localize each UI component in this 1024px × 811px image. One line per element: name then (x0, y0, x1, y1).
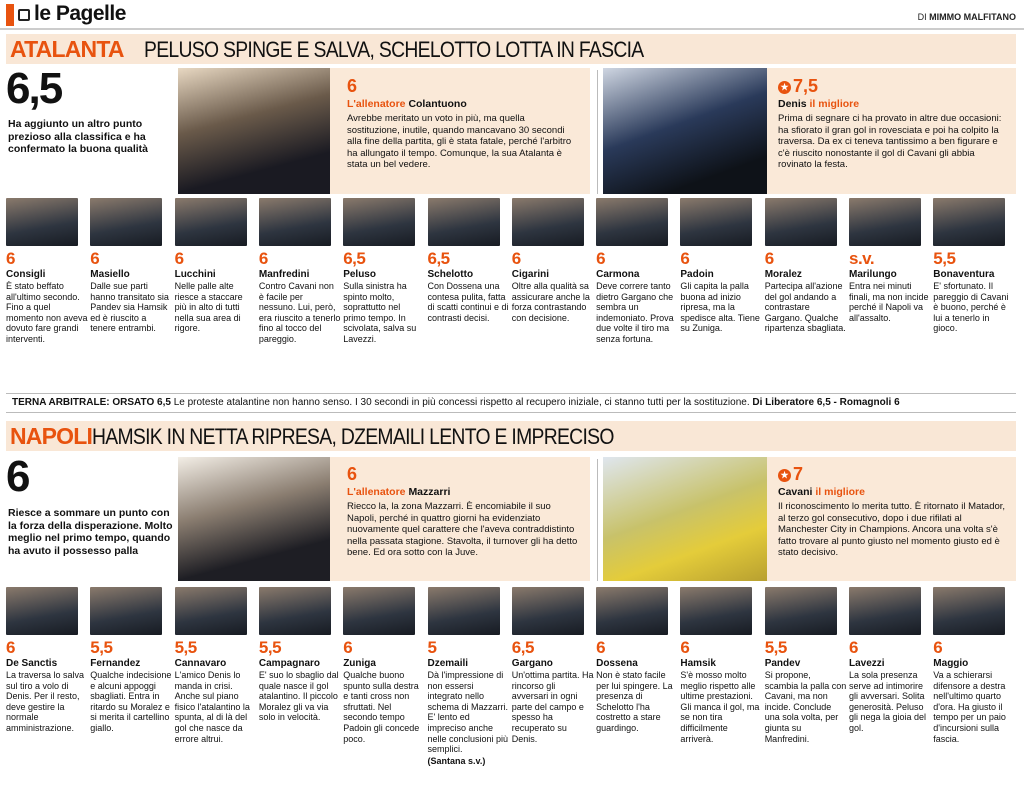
player-photo (175, 198, 247, 246)
coach-photo (178, 457, 330, 581)
player-comment: Con Dossena una contesa pulita, fatta di scatti continui e di contrasti decisi. (427, 281, 509, 323)
player-comment: Gli capita la palla buona ad inizio ripresa, ma la spedisce alta. Tiene su Zuniga. (680, 281, 760, 334)
player-photo (343, 198, 415, 246)
player-vote: 6 (596, 249, 606, 268)
player-vote: 5 (427, 638, 437, 657)
player-photo (933, 198, 1005, 246)
best-player-text: Il riconoscimento lo merita tutto. È ritornato il Matador, al terzo gol consecutivo, dopo i due rifilati al Manchester City in Champions. Ancora una volta s'è fatto trovare al punto giusto nel momento giusto ed è stato decisivo. (778, 501, 1006, 558)
player-card (765, 587, 847, 744)
player-comment: Non è stato facile per lui spingere. La presenza di Schelotto l'ha costretto a stare guardingo. (596, 670, 673, 733)
player-name: Carmona (596, 269, 640, 280)
player-card (680, 587, 762, 744)
player-card (512, 587, 594, 744)
player-name: Masiello (90, 269, 130, 280)
player-photo (680, 587, 752, 635)
player-card (259, 587, 341, 723)
player-photo (765, 198, 837, 246)
player-photo (933, 587, 1005, 635)
player-comment: E' suo lo sbaglio dal quale nasce il gol atalantino. Il piccolo Moralez gli va via solo in velocità. (258, 670, 339, 723)
player-comment: Entra nei minuti finali, ma non incide perché il Napoli va all'assalto. (849, 281, 929, 323)
team-name: ATALANTA (10, 36, 124, 62)
player-comment: Qualche buono spunto sulla destra e tanti cross non sfruttati. Nel secondo tempo Padoin gli concede poco. (343, 670, 420, 744)
player-photo (849, 587, 921, 635)
player-photo (6, 198, 78, 246)
player-name: Cannavaro (174, 658, 227, 669)
player-name: Marilungo (849, 269, 897, 280)
player-photo (680, 198, 752, 246)
star-icon: ★ (778, 81, 791, 94)
player-card (765, 198, 847, 334)
player-vote: 5,5 (258, 638, 282, 657)
player-comment: Dà l'impressione di non essersi integrato nello schema di Mazzarri. E' lento ed impreciso anche nelle conclusioni più semplici. (427, 670, 509, 755)
player-vote: 6,5 (511, 638, 534, 657)
player-card (6, 587, 88, 734)
team-summary: Riesce a sommare un punto con la forza della disperazione. Molto meglio nel primo tempo, quando ha avuto il possesso palla (8, 507, 173, 557)
section-title: le Pagelle (34, 2, 126, 25)
player-name: Lavezzi (849, 658, 885, 669)
player-vote: 5,5 (174, 638, 197, 657)
team-vote: 6,5 (6, 64, 62, 113)
player-name: Maggio (933, 658, 969, 669)
player-comment: Qualche indecisione e alcuni appoggi sbagliati. Entra in ritardo su Moralez e si merita il cartellino giallo. (90, 670, 172, 733)
player-card (175, 198, 257, 334)
header-accent-bar (6, 4, 14, 26)
player-card (512, 198, 594, 323)
player-comment: Contro Cavani non è facile per nessuno. Lui, però, era riuscito a tenerlo fino al tocco del pareggio. (258, 281, 341, 344)
player-photo (259, 198, 331, 246)
player-sub: (Santana s.v.) (427, 755, 486, 766)
player-name: Moralez (764, 269, 802, 280)
player-comment: S'è mosso molto meglio rispetto alle ultime prestazioni. Gli manca il gol, ma se non tira difficilmente arriverà. (680, 670, 760, 744)
player-comment: Partecipa all'azione del gol andando a contrastare Gargano. Qualche ripartenza sbagliata. (764, 281, 846, 334)
player-card (596, 587, 678, 734)
player-name: Cigarini (511, 269, 550, 280)
player-name: Hamsik (680, 658, 716, 669)
best-player-vote: ★ 7,5 (778, 76, 818, 97)
player-photo (90, 587, 162, 635)
player-name: Dossena (596, 658, 638, 669)
pagelle-icon (18, 9, 30, 21)
player-photo (6, 587, 78, 635)
coach-text: Riecco la, la zona Mazzarri. È encomiabile il suo Napoli, perché in quattro giorni ha evidenziato nuovamente quel carattere che l'aveva contraddistinto nella passata stagione. Stavolta, il turnover gli ha detto bene. Ed ora sotto con la Juve. (347, 501, 578, 558)
player-name: Zuniga (343, 658, 376, 669)
player-vote: 6 (343, 638, 353, 657)
player-vote: 6 (680, 249, 690, 268)
team-headline: PELUSO SPINGE E SALVA, SCHELOTTO LOTTA IN FASCIA (144, 37, 644, 62)
player-vote: 6 (258, 249, 268, 268)
player-comment: Si propone, scambia la palla con Cavani, ma non incide. Conclude una sola volta, per giunta su Manfredini. (764, 670, 847, 744)
player-photo (175, 587, 247, 635)
byline: DI MIMMO MALFITANO (917, 12, 1016, 22)
player-comment: La sola presenza serve ad intimorire gli avversari. Solita generosità. Peluso gli nega la gioia del gol. (849, 670, 927, 733)
coach-photo (178, 68, 330, 194)
player-vote: 6 (764, 249, 774, 268)
player-card (680, 198, 762, 334)
player-comment: Va a schierarsi difensore a destra nell'ultimo quarto d'ora. Ha giusto il tempo per un paio d'incursioni sulla fascia. (933, 670, 1006, 744)
player-photo (765, 587, 837, 635)
player-vote: 6,5 (343, 249, 366, 268)
player-vote: 6 (6, 638, 15, 657)
player-name: Dzemaili (427, 658, 469, 669)
player-card (259, 198, 341, 345)
player-vote: 6 (596, 638, 606, 657)
player-card (428, 587, 510, 766)
player-photo (596, 587, 668, 635)
header-divider (0, 28, 1024, 30)
team-vote: 6 (6, 452, 29, 501)
player-comment: Dalle sue parti hanno transitato sia Pandev sia Hamsik ed è riuscito a tenere entrambi. (90, 281, 169, 334)
player-comment: E' sfortunato. Il pareggio di Cavani è buono, perché è lui a tenerlo in gioco. (933, 281, 1009, 334)
coach-text: Avrebbe meritato un voto in più, ma quella sostituzione, inutile, quando mancavano 30 secondi alla fine della partita, gli è stata fatale, perché l'arbitro ha allungato il tempo. Comunque, la sua Atalanta è stata un bel vedere. (347, 113, 572, 170)
player-card (849, 587, 931, 734)
player-vote: 6 (6, 249, 15, 268)
player-name: Gargano (511, 658, 553, 669)
player-name: Pandev (764, 658, 801, 669)
player-photo (343, 587, 415, 635)
coach-name: L'allenatore Colantuono (347, 98, 467, 110)
best-player-photo (603, 68, 767, 194)
player-name: Padoin (680, 269, 714, 280)
player-card (343, 587, 425, 744)
player-vote: 6,5 (427, 249, 450, 268)
player-card (428, 198, 510, 323)
player-card (343, 198, 425, 345)
player-photo (849, 198, 921, 246)
player-vote: 6 (174, 249, 184, 268)
player-comment: Deve correre tanto dietro Gargano che sembra un indemoniato. Prova due volte il tiro ma senza fortuna. (596, 281, 674, 344)
player-photo (596, 198, 668, 246)
star-icon: ★ (778, 469, 791, 482)
player-name: Campagnaro (258, 658, 321, 669)
player-comment: Un'ottima partita. Ha rincorso gli avversari in ogni parte del campo e spesso ha recuperato su Denis. (511, 670, 594, 744)
player-card (849, 198, 931, 323)
player-name: Schelotto (427, 269, 474, 280)
player-card (933, 198, 1015, 334)
best-player-photo (603, 457, 767, 581)
player-vote: 5,5 (933, 249, 956, 268)
player-photo (512, 198, 584, 246)
player-card (933, 587, 1015, 744)
player-photo (90, 198, 162, 246)
referee-bar: TERNA ARBITRALE: ORSATO 6,5 Le proteste atalantine non hanno senso. I 30 secondi in più concessi rispetto al recupero iniziale, ci stanno tutti per la sostituzione. Di Liberatore 6,5 - Romagnoli 6 (6, 393, 1016, 413)
player-comment: Oltre alla qualità sa assicurare anche la forza contrastando con decisione. (511, 281, 590, 323)
page-header (0, 0, 1024, 30)
player-name: Fernandez (90, 658, 141, 669)
player-vote: 6 (511, 249, 521, 268)
team-summary: Ha aggiunto un altro punto prezioso alla classifica e ha confermato la buona qualità (8, 118, 149, 155)
player-comment: È stato beffato all'ultimo secondo. Fino a quel momento non aveva dovuto fare grandi interventi. (6, 281, 88, 344)
coach-name: L'allenatore Mazzarri (347, 486, 451, 498)
player-photo (428, 198, 500, 246)
napoli-banner (6, 421, 1016, 451)
player-name: Peluso (343, 269, 376, 280)
team-name: NAPOLI (10, 423, 93, 449)
player-vote: 6 (680, 638, 690, 657)
player-vote: 5,5 (764, 638, 787, 657)
player-card (596, 198, 678, 345)
player-comment: La traversa lo salva sul tiro a volo di Denis. Per il resto, deve gestire la normale amministrazione. (6, 670, 85, 733)
team-headline: HAMSIK IN NETTA RIPRESA, DZEMAILI LENTO E IMPRECISO (92, 424, 614, 449)
player-name: Manfredini (258, 269, 310, 280)
best-player-vote: ★ 7 (778, 464, 803, 485)
best-player-name: Cavani il migliore (778, 486, 865, 498)
player-vote: 6 (933, 638, 943, 657)
player-photo (428, 587, 500, 635)
player-card (90, 198, 172, 334)
coach-vote: 6 (347, 464, 358, 484)
atalanta-banner (6, 34, 1016, 64)
player-card (6, 198, 88, 345)
player-name: Consigli (6, 269, 46, 280)
divider (597, 70, 598, 194)
player-name: Bonaventura (933, 269, 995, 280)
player-vote: 6 (90, 249, 100, 268)
player-photo (259, 587, 331, 635)
best-player-text: Prima di segnare ci ha provato in altre due occasioni: ha sfiorato il gran gol in rovesciata e poi ha colpito la traversa. Da ex ci teneva tantissimo a ben figurare e c'è riuscito nonostante il gol di Cavani gli abbia rovinato la festa. (778, 113, 1002, 170)
coach-vote: 6 (347, 76, 358, 96)
player-vote: s.v. (849, 249, 875, 268)
player-name: Lucchini (174, 269, 216, 280)
player-comment: L'amico Denis lo manda in crisi. Anche sul piano fisico l'atalantino la spunta, al di là del gol che nasce da errore altrui. (174, 670, 250, 744)
player-name: De Sanctis (6, 658, 58, 669)
player-vote: 5,5 (90, 638, 113, 657)
player-card (175, 587, 257, 744)
best-player-name: Denis il migliore (778, 98, 860, 110)
player-vote: 6 (849, 638, 858, 657)
player-photo (512, 587, 584, 635)
player-card (90, 587, 172, 734)
player-comment: Nelle palle alte riesce a staccare più in alto di tutti nella sua area di rigore. (174, 281, 243, 334)
player-comment: Sulla sinistra ha spinto molto, soprattutto nel primo tempo. In scivolata, salva su Lavezzi. (343, 281, 417, 344)
divider (597, 459, 598, 581)
